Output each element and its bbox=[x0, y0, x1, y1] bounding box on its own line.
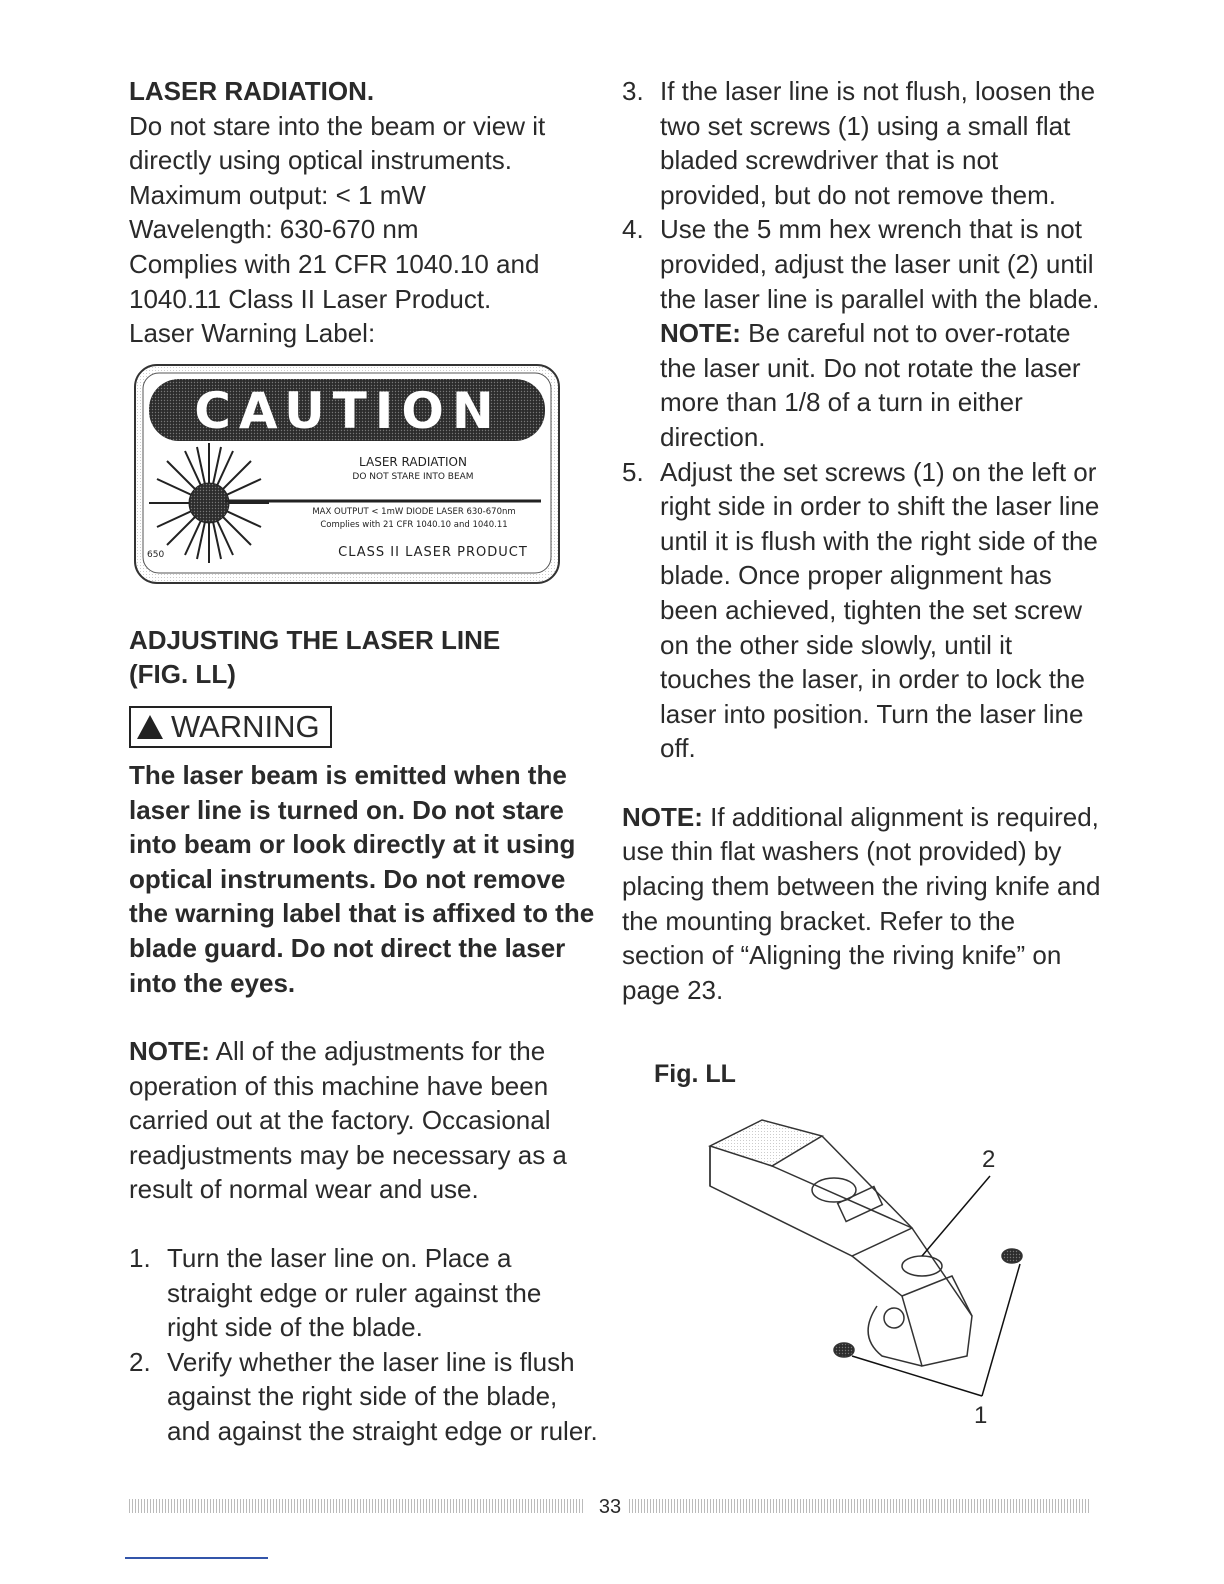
label-line-output: MAX OUTPUT < 1mW DIODE LASER 630-670nm bbox=[312, 506, 516, 517]
label-line-do-not-stare: DO NOT STARE INTO BEAM bbox=[352, 471, 474, 482]
list-item bbox=[622, 212, 1102, 454]
callout-1: 1 bbox=[974, 1402, 988, 1430]
steps-list-left bbox=[129, 1241, 599, 1449]
label-line-radiation: LASER RADIATION bbox=[359, 454, 467, 469]
caution-title: CAUTION bbox=[194, 381, 502, 440]
note-text: All of the adjustments for the operation of this machine have been carried out at the factory. Occasional readjustments may be necessary as a result of normal wear and use. bbox=[129, 1036, 567, 1205]
warning-triangle-icon bbox=[137, 715, 163, 739]
footer-bar-left bbox=[129, 1499, 585, 1513]
step-text: Adjust the set screws (1) on the left or right side in order to shift the laser line until it is flush with the right side of the blade. Once proper alignment has been achieved, tighten the set screw on the other side slowly, until it touches the laser, in order to lock the laser into position. Turn the laser line off. bbox=[660, 456, 1100, 764]
laser-spec-line: Laser Warning Label: bbox=[129, 318, 376, 349]
right-column bbox=[622, 74, 1102, 1436]
callout-2: 2 bbox=[982, 1146, 996, 1174]
laser-unit-illustration bbox=[622, 1106, 1062, 1436]
step-number: 2. bbox=[129, 1346, 151, 1377]
warning-body: The laser beam is emitted when the laser line is turned on. Do not stare into beam or look directly at it using optical instruments. Do not remove the warning label that is affixed to the blade guard. Do not direct the laser into the eyes. bbox=[129, 759, 595, 998]
list-item bbox=[622, 455, 1102, 766]
step-number: 5. bbox=[622, 456, 644, 487]
step4-note-label: NOTE: bbox=[660, 318, 741, 349]
left-column bbox=[129, 74, 599, 1449]
label-line-complies: Complies with 21 CFR 1040.10 and 1040.11 bbox=[320, 519, 508, 530]
laser-spec-line: Maximum output: < 1 mW bbox=[129, 179, 426, 210]
laser-spec-line: directly using optical instruments. bbox=[129, 145, 512, 176]
step-number: 4. bbox=[622, 214, 644, 245]
note-paragraph-right bbox=[622, 800, 1102, 1008]
note-label: NOTE: bbox=[129, 1036, 210, 1067]
warning-label: WARNING bbox=[171, 708, 320, 744]
note-label: NOTE: bbox=[622, 801, 703, 832]
laser-spec-line: 1040.11 Class II Laser Product. bbox=[129, 283, 492, 314]
laser-specs bbox=[129, 109, 599, 351]
page-footer bbox=[129, 1493, 1089, 1521]
list-item bbox=[129, 1345, 599, 1449]
steps-list-right bbox=[622, 74, 1102, 766]
step-number: 3. bbox=[622, 76, 644, 106]
figure-title: Fig. LL bbox=[654, 1060, 736, 1089]
step4-note-text: Be careful not to over-rotate the laser unit. Do not rotate the laser more than 1/8 of a turn in either direction. bbox=[660, 318, 1081, 452]
laser-spec-line: Wavelength: 630-670 nm bbox=[129, 214, 419, 245]
footer-bar-right bbox=[629, 1499, 1089, 1513]
step-text: If the laser line is not flush, loosen the two set screws (1) using a small flat bladed screwdriver that is not provided, but do not remove them. bbox=[660, 76, 1096, 210]
caution-label bbox=[133, 363, 561, 585]
step-text: Verify whether the laser line is flush against the right side of the blade, and against the straight edge or ruler. bbox=[167, 1346, 598, 1447]
adjusting-heading: ADJUSTING THE LASER LINE bbox=[129, 624, 501, 655]
label-code: 650 bbox=[147, 549, 165, 560]
figure-ll bbox=[622, 1106, 1062, 1436]
warning-box bbox=[129, 706, 332, 748]
laser-spec-line: Complies with 21 CFR 1040.10 and bbox=[129, 248, 540, 279]
list-item bbox=[129, 1241, 599, 1345]
label-line-class: CLASS II LASER PRODUCT bbox=[338, 544, 528, 560]
step-number: 1. bbox=[129, 1243, 151, 1274]
page-number: 33 bbox=[598, 1496, 622, 1518]
note-text: If additional alignment is required, use thin flat washers (not provided) by placing them between the riving knife and the mounting bracket. Refer to the section of “Aligning the riving knife” on page 23. bbox=[622, 801, 1101, 1005]
footer-link-underline bbox=[125, 1557, 268, 1559]
laser-spec-line: Do not stare into the beam or view it bbox=[129, 110, 546, 141]
laser-radiation-heading: LASER RADIATION. bbox=[129, 76, 375, 106]
adjusting-heading-fig: (FIG. LL) bbox=[129, 659, 236, 690]
step-text: Use the 5 mm hex wrench that is not provided, adjust the laser unit (2) until the laser line is parallel with the blade. bbox=[660, 214, 1100, 314]
note-paragraph bbox=[129, 1034, 599, 1207]
list-item bbox=[622, 74, 1102, 212]
step-text: Turn the laser line on. Place a straight edge or ruler against the right side of the blade. bbox=[167, 1243, 542, 1343]
